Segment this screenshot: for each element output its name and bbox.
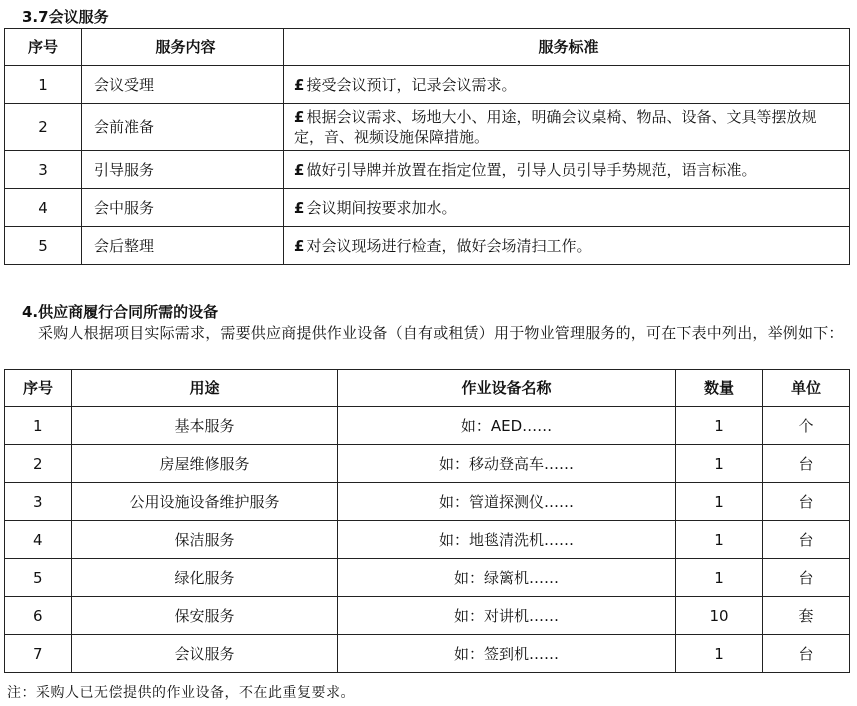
- cell-content: 会中服务: [82, 189, 284, 227]
- cell-standard: [284, 189, 850, 227]
- cell-no: 4: [5, 189, 82, 227]
- standard-text: 对会议现场进行检查，做好会场清扫工作。: [306, 236, 592, 255]
- table-row: [5, 66, 850, 104]
- cell-quantity: 1: [676, 559, 763, 597]
- cell-no: 6: [5, 597, 72, 635]
- cell-use: 绿化服务: [72, 559, 338, 597]
- cell-use: 保安服务: [72, 597, 338, 635]
- cell-standard: [284, 104, 850, 151]
- cell-content: 会议受理: [82, 66, 284, 104]
- header-content: 服务内容: [82, 29, 284, 66]
- cell-equipment-name: 如：管道探测仪……: [338, 483, 676, 521]
- header-quantity: 数量: [676, 370, 763, 407]
- bullet-icon: £: [294, 236, 305, 255]
- equipment-table: [4, 369, 850, 673]
- cell-unit: 台: [763, 635, 850, 673]
- section-intro-paragraph: 采购人根据项目实际需求，需要供应商提供作业设备（自有或租赁）用于物业管理服务的，可在下表中列出，举例如下：: [38, 324, 844, 342]
- section-title-meeting-service: 3.7会议服务: [22, 8, 109, 26]
- cell-unit: 台: [763, 445, 850, 483]
- table-row: [5, 635, 850, 673]
- cell-quantity: 1: [676, 483, 763, 521]
- header-equipment-name: 作业设备名称: [338, 370, 676, 407]
- bullet-icon: £: [294, 108, 305, 126]
- cell-equipment-name: 如：签到机……: [338, 635, 676, 673]
- cell-use: 保洁服务: [72, 521, 338, 559]
- cell-equipment-name: 如：绿篱机……: [338, 559, 676, 597]
- header-no: 序号: [5, 370, 72, 407]
- section-title-equipment: 4.供应商履行合同所需的设备: [22, 303, 219, 321]
- table-row: [5, 445, 850, 483]
- cell-no: 5: [5, 559, 72, 597]
- table-row: [5, 151, 850, 189]
- header-use: 用途: [72, 370, 338, 407]
- cell-equipment-name: 如：对讲机……: [338, 597, 676, 635]
- cell-no: 2: [5, 445, 72, 483]
- table-row: [5, 104, 850, 151]
- cell-use: 基本服务: [72, 407, 338, 445]
- cell-quantity: 1: [676, 445, 763, 483]
- cell-use: 房屋维修服务: [72, 445, 338, 483]
- cell-quantity: 1: [676, 521, 763, 559]
- cell-use: 会议服务: [72, 635, 338, 673]
- cell-no: 5: [5, 227, 82, 265]
- table-row: [5, 559, 850, 597]
- standard-text: 接受会议预订，记录会议需求。: [306, 75, 517, 94]
- cell-no: 3: [5, 483, 72, 521]
- header-unit: 单位: [763, 370, 850, 407]
- cell-standard: [284, 227, 850, 265]
- standard-text: 做好引导牌并放置在指定位置，引导人员引导手势规范，语言标准。: [306, 160, 757, 179]
- cell-equipment-name: 如：AED……: [338, 407, 676, 445]
- cell-standard: [284, 66, 850, 104]
- table-row: [5, 189, 850, 227]
- cell-content: 引导服务: [82, 151, 284, 189]
- cell-unit: 台: [763, 559, 850, 597]
- bullet-icon: £: [294, 75, 305, 94]
- table-row: [5, 227, 850, 265]
- cell-no: 1: [5, 407, 72, 445]
- bullet-icon: £: [294, 198, 305, 217]
- cell-standard: [284, 151, 850, 189]
- cell-quantity: 1: [676, 635, 763, 673]
- table-row: [5, 407, 850, 445]
- table-row: [5, 597, 850, 635]
- cell-quantity: 10: [676, 597, 763, 635]
- meeting-service-table: [4, 28, 850, 265]
- cell-equipment-name: 如：移动登高车……: [338, 445, 676, 483]
- bullet-icon: £: [294, 160, 305, 179]
- cell-no: 7: [5, 635, 72, 673]
- cell-no: 4: [5, 521, 72, 559]
- cell-unit: 套: [763, 597, 850, 635]
- header-no: 序号: [5, 29, 82, 66]
- footnote: 注：采购人已无偿提供的作业设备，不在此重复要求。: [7, 685, 355, 701]
- table-row: [5, 521, 850, 559]
- table-header-row: [5, 29, 850, 66]
- cell-no: 2: [5, 104, 82, 151]
- cell-unit: 台: [763, 521, 850, 559]
- cell-equipment-name: 如：地毯清洗机……: [338, 521, 676, 559]
- standard-text: 根据会议需求、场地大小、用途，明确会议桌椅、物品、设备、文具等摆放规定，音、视频设施保障措施。: [294, 108, 817, 146]
- cell-use: 公用设施设备维护服务: [72, 483, 338, 521]
- standard-text: 会议期间按要求加水。: [306, 198, 457, 217]
- cell-quantity: 1: [676, 407, 763, 445]
- table-header-row: [5, 370, 850, 407]
- table-row: [5, 483, 850, 521]
- header-standard: 服务标准: [284, 29, 850, 66]
- cell-no: 3: [5, 151, 82, 189]
- cell-content: 会后整理: [82, 227, 284, 265]
- cell-no: 1: [5, 66, 82, 104]
- cell-unit: 台: [763, 483, 850, 521]
- cell-content: 会前准备: [82, 104, 284, 151]
- cell-unit: 个: [763, 407, 850, 445]
